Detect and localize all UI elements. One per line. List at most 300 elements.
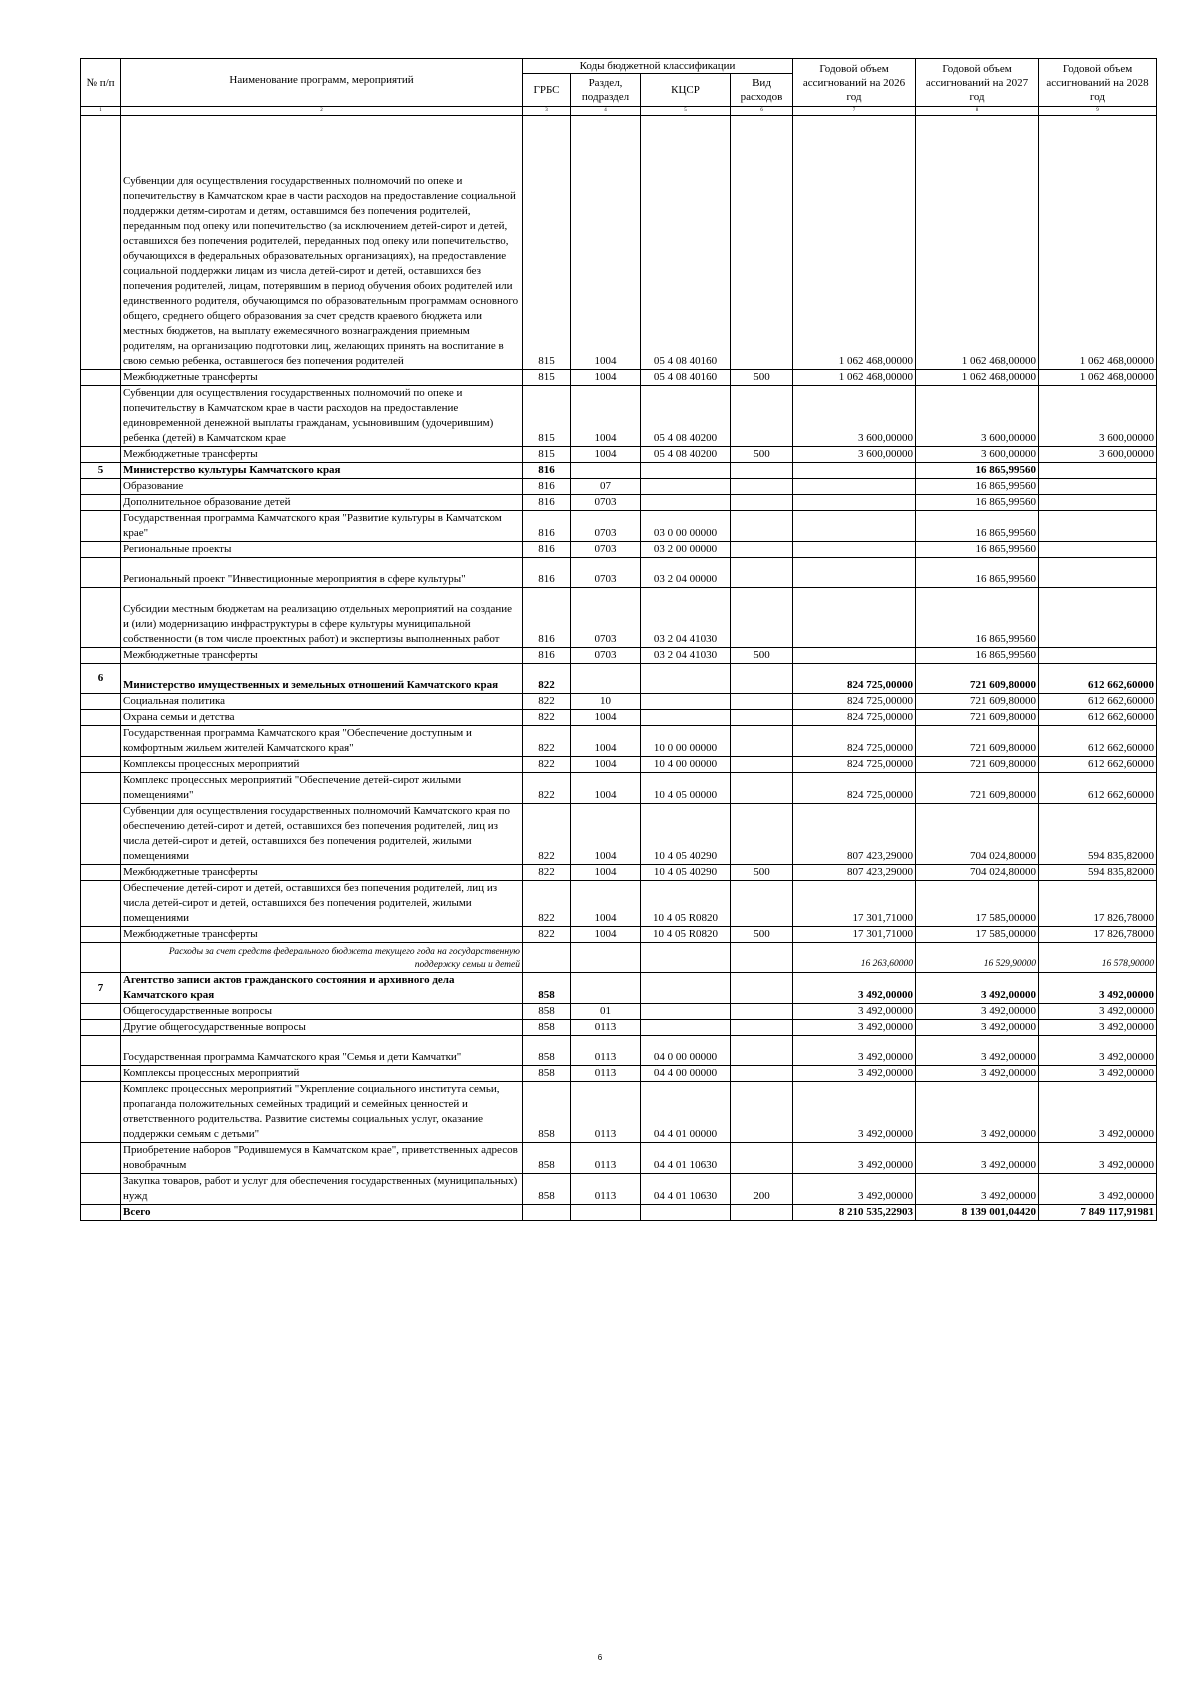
row-amount-2027: 704 024,80000 xyxy=(916,804,1039,865)
row-amount-2028: 17 826,78000 xyxy=(1039,881,1157,927)
row-name: Государственная программа Камчатского края "Семья и дети Камчатки" xyxy=(121,1036,523,1066)
table-row xyxy=(81,1004,1157,1020)
row-amount-2026: 824 725,00000 xyxy=(793,773,916,804)
row-vid: 500 xyxy=(731,447,793,463)
row-number: 7 xyxy=(81,973,121,1004)
row-vid xyxy=(731,773,793,804)
row-kcsr: 04 4 00 00000 xyxy=(641,1066,731,1082)
row-grbs: 816 xyxy=(523,495,571,511)
row-kcsr xyxy=(641,943,731,973)
row-amount-2026: 17 301,71000 xyxy=(793,927,916,943)
row-amount-2028: 3 600,00000 xyxy=(1039,447,1157,463)
row-number xyxy=(81,757,121,773)
row-amount-2028: 16 578,90000 xyxy=(1039,943,1157,973)
row-razdel: 0113 xyxy=(571,1174,641,1205)
row-amount-2026: 3 492,00000 xyxy=(793,1174,916,1205)
row-kcsr: 10 4 05 R0820 xyxy=(641,927,731,943)
row-kcsr: 10 4 05 00000 xyxy=(641,773,731,804)
row-number xyxy=(81,710,121,726)
row-number xyxy=(81,1174,121,1205)
row-razdel: 01 xyxy=(571,1004,641,1020)
row-name: Комплексы процессных мероприятий xyxy=(121,1066,523,1082)
row-vid xyxy=(731,116,793,370)
row-kcsr: 03 2 04 41030 xyxy=(641,648,731,664)
row-name: Другие общегосударственные вопросы xyxy=(121,1020,523,1036)
row-amount-2026: 3 600,00000 xyxy=(793,386,916,447)
row-amount-2027: 16 865,99560 xyxy=(916,648,1039,664)
row-amount-2026: 3 492,00000 xyxy=(793,973,916,1004)
row-amount-2027: 704 024,80000 xyxy=(916,865,1039,881)
row-amount-2026: 17 301,71000 xyxy=(793,881,916,927)
row-number xyxy=(81,773,121,804)
row-name: Региональные проекты xyxy=(121,542,523,558)
table-row xyxy=(81,943,1157,973)
row-vid: 500 xyxy=(731,865,793,881)
row-amount-2028: 3 492,00000 xyxy=(1039,1174,1157,1205)
table-row xyxy=(81,447,1157,463)
row-kcsr: 10 0 00 00000 xyxy=(641,726,731,757)
row-grbs: 816 xyxy=(523,463,571,479)
row-name: Обеспечение детей-сирот и детей, оставшихся без попечения родителей, лиц из числа детей-сирот и детей, оставшихся без попечения родителей, жилыми помещениями xyxy=(121,881,523,927)
header-kcsr: КЦСР xyxy=(641,74,731,107)
row-razdel: 07 xyxy=(571,479,641,495)
row-kcsr xyxy=(641,479,731,495)
colnum: 4 xyxy=(571,107,641,116)
row-amount-2028: 594 835,82000 xyxy=(1039,804,1157,865)
row-amount-2027: 16 529,90000 xyxy=(916,943,1039,973)
row-vid xyxy=(731,463,793,479)
row-amount-2027: 3 492,00000 xyxy=(916,1020,1039,1036)
row-kcsr: 10 4 05 R0820 xyxy=(641,881,731,927)
row-grbs: 815 xyxy=(523,447,571,463)
row-razdel: 1004 xyxy=(571,757,641,773)
column-numbers-row xyxy=(81,107,1157,116)
row-amount-2027: 1 062 468,00000 xyxy=(916,370,1039,386)
row-amount-2028: 1 062 468,00000 xyxy=(1039,116,1157,370)
row-amount-2028: 3 600,00000 xyxy=(1039,386,1157,447)
row-razdel: 0113 xyxy=(571,1143,641,1174)
row-number xyxy=(81,927,121,943)
table-row xyxy=(81,370,1157,386)
row-kcsr: 04 4 01 10630 xyxy=(641,1143,731,1174)
row-kcsr: 03 2 00 00000 xyxy=(641,542,731,558)
row-vid xyxy=(731,1020,793,1036)
table-row xyxy=(81,1036,1157,1066)
row-vid: 500 xyxy=(731,370,793,386)
row-amount-2028 xyxy=(1039,511,1157,542)
row-amount-2026 xyxy=(793,558,916,588)
row-razdel: 1004 xyxy=(571,881,641,927)
table-row xyxy=(81,757,1157,773)
header-codes: Коды бюджетной классификации xyxy=(523,59,793,74)
row-grbs: 858 xyxy=(523,1066,571,1082)
header-num: № п/п xyxy=(81,59,121,107)
row-amount-2028: 612 662,60000 xyxy=(1039,757,1157,773)
row-kcsr xyxy=(641,694,731,710)
row-amount-2026 xyxy=(793,542,916,558)
row-kcsr: 05 4 08 40200 xyxy=(641,447,731,463)
row-razdel: 1004 xyxy=(571,370,641,386)
table-row xyxy=(81,1205,1157,1221)
row-number xyxy=(81,1205,121,1221)
row-grbs: 858 xyxy=(523,1036,571,1066)
row-kcsr xyxy=(641,710,731,726)
row-vid xyxy=(731,1082,793,1143)
row-amount-2026: 3 492,00000 xyxy=(793,1036,916,1066)
row-number xyxy=(81,511,121,542)
row-amount-2027: 721 609,80000 xyxy=(916,710,1039,726)
row-amount-2027: 16 865,99560 xyxy=(916,542,1039,558)
header-2027: Годовой объем ассигнований на 2027 год xyxy=(916,59,1039,107)
row-kcsr: 03 2 04 41030 xyxy=(641,588,731,648)
row-name: Образование xyxy=(121,479,523,495)
row-razdel xyxy=(571,943,641,973)
table-row xyxy=(81,542,1157,558)
row-razdel: 1004 xyxy=(571,386,641,447)
row-amount-2026: 1 062 468,00000 xyxy=(793,370,916,386)
row-number xyxy=(81,881,121,927)
row-grbs: 822 xyxy=(523,804,571,865)
row-number xyxy=(81,1082,121,1143)
row-vid xyxy=(731,1004,793,1020)
table-row xyxy=(81,1066,1157,1082)
row-number: 6 xyxy=(81,664,121,694)
row-razdel: 0703 xyxy=(571,558,641,588)
row-amount-2026: 3 492,00000 xyxy=(793,1020,916,1036)
row-name: Агентство записи актов гражданского состояния и архивного дела Камчатского края xyxy=(121,973,523,1004)
row-kcsr: 04 0 00 00000 xyxy=(641,1036,731,1066)
row-amount-2027: 3 492,00000 xyxy=(916,1082,1039,1143)
row-name: Межбюджетные трансферты xyxy=(121,447,523,463)
row-vid xyxy=(731,511,793,542)
row-name: Охрана семьи и детства xyxy=(121,710,523,726)
row-grbs: 815 xyxy=(523,116,571,370)
row-grbs: 815 xyxy=(523,370,571,386)
row-razdel xyxy=(571,973,641,1004)
row-amount-2028: 3 492,00000 xyxy=(1039,1082,1157,1143)
row-amount-2028: 17 826,78000 xyxy=(1039,927,1157,943)
row-amount-2028 xyxy=(1039,495,1157,511)
header-vid: Вид расходов xyxy=(731,74,793,107)
row-number xyxy=(81,648,121,664)
row-amount-2028: 3 492,00000 xyxy=(1039,1036,1157,1066)
table-row xyxy=(81,773,1157,804)
row-amount-2026: 16 263,60000 xyxy=(793,943,916,973)
row-name: Расходы за счет средств федерального бюджета текущего года на государственную поддержку семьи и детей xyxy=(121,943,523,973)
header-2028: Годовой объем ассигнований на 2028 год xyxy=(1039,59,1157,107)
row-amount-2026: 3 492,00000 xyxy=(793,1066,916,1082)
row-kcsr: 05 4 08 40160 xyxy=(641,116,731,370)
row-amount-2028: 612 662,60000 xyxy=(1039,694,1157,710)
row-vid: 500 xyxy=(731,648,793,664)
row-grbs: 858 xyxy=(523,1020,571,1036)
row-name: Субвенции для осуществления государственных полномочий по опеке и попечительству в Камчатском крае в части расходов на предоставление единовременной денежной выплаты гражданам, усыновившим (удочерившим) ребенка (детей) в Камчатском крае xyxy=(121,386,523,447)
row-name: Дополнительное образование детей xyxy=(121,495,523,511)
table-row xyxy=(81,648,1157,664)
row-vid xyxy=(731,710,793,726)
row-amount-2028 xyxy=(1039,479,1157,495)
row-name: Приобретение наборов "Родившемуся в Камчатском крае", приветственных адресов новобрачным xyxy=(121,1143,523,1174)
row-amount-2027: 17 585,00000 xyxy=(916,927,1039,943)
row-amount-2028 xyxy=(1039,463,1157,479)
row-razdel: 10 xyxy=(571,694,641,710)
row-razdel: 1004 xyxy=(571,927,641,943)
budget-table xyxy=(80,58,1157,1221)
row-amount-2027: 16 865,99560 xyxy=(916,558,1039,588)
table-row xyxy=(81,1082,1157,1143)
row-amount-2027: 721 609,80000 xyxy=(916,773,1039,804)
row-vid xyxy=(731,1066,793,1082)
row-vid xyxy=(731,1143,793,1174)
row-amount-2026: 3 492,00000 xyxy=(793,1082,916,1143)
row-name: Субсидии местным бюджетам на реализацию отдельных мероприятий на создание и (или) модернизацию инфраструктуры в сфере культуры муниципальной собственности (в том числе проектных работ) и экспертизы выполненных работ xyxy=(121,588,523,648)
row-amount-2028: 3 492,00000 xyxy=(1039,1066,1157,1082)
row-amount-2026: 3 600,00000 xyxy=(793,447,916,463)
row-number xyxy=(81,1004,121,1020)
row-vid xyxy=(731,386,793,447)
row-amount-2027: 16 865,99560 xyxy=(916,463,1039,479)
row-razdel: 0113 xyxy=(571,1066,641,1082)
row-grbs: 816 xyxy=(523,542,571,558)
row-razdel: 1004 xyxy=(571,116,641,370)
row-kcsr xyxy=(641,463,731,479)
row-kcsr xyxy=(641,1020,731,1036)
row-grbs: 816 xyxy=(523,648,571,664)
row-amount-2028: 612 662,60000 xyxy=(1039,710,1157,726)
row-amount-2027: 721 609,80000 xyxy=(916,726,1039,757)
page-number: 6 xyxy=(597,1653,603,1662)
row-razdel: 1004 xyxy=(571,865,641,881)
row-number xyxy=(81,479,121,495)
row-kcsr: 03 0 00 00000 xyxy=(641,511,731,542)
row-vid xyxy=(731,726,793,757)
row-razdel: 0113 xyxy=(571,1020,641,1036)
row-number xyxy=(81,694,121,710)
row-grbs: 822 xyxy=(523,710,571,726)
row-amount-2027: 16 865,99560 xyxy=(916,588,1039,648)
table-body xyxy=(81,116,1157,1221)
header-razdel: Раздел, подраздел xyxy=(571,74,641,107)
row-vid: 200 xyxy=(731,1174,793,1205)
header-grbs: ГРБС xyxy=(523,74,571,107)
header-name: Наименование программ, мероприятий xyxy=(121,59,523,107)
row-amount-2026: 824 725,00000 xyxy=(793,726,916,757)
row-number xyxy=(81,1066,121,1082)
row-number xyxy=(81,558,121,588)
row-grbs: 815 xyxy=(523,386,571,447)
row-number xyxy=(81,495,121,511)
row-vid xyxy=(731,881,793,927)
table-row xyxy=(81,1020,1157,1036)
row-grbs: 822 xyxy=(523,865,571,881)
row-name: Комплекс процессных мероприятий "Укрепление социального института семьи, пропаганда положительных семейных традиций и семейных ценностей и ответственного родительства. Развитие системы социальных услуг, оказание поддержки семьям с детьми" xyxy=(121,1082,523,1143)
row-amount-2027: 721 609,80000 xyxy=(916,664,1039,694)
colnum: 5 xyxy=(641,107,731,116)
row-amount-2026 xyxy=(793,479,916,495)
row-amount-2027: 3 492,00000 xyxy=(916,1143,1039,1174)
row-grbs: 816 xyxy=(523,511,571,542)
row-vid xyxy=(731,588,793,648)
row-vid xyxy=(731,943,793,973)
row-amount-2028: 3 492,00000 xyxy=(1039,1020,1157,1036)
row-amount-2026 xyxy=(793,588,916,648)
table-row xyxy=(81,726,1157,757)
row-grbs: 858 xyxy=(523,1174,571,1205)
row-amount-2026: 824 725,00000 xyxy=(793,757,916,773)
row-vid xyxy=(731,1036,793,1066)
row-kcsr xyxy=(641,973,731,1004)
row-number xyxy=(81,542,121,558)
row-name: Министерство имущественных и земельных отношений Камчатского края xyxy=(121,664,523,694)
row-number xyxy=(81,370,121,386)
row-grbs: 822 xyxy=(523,757,571,773)
row-vid xyxy=(731,694,793,710)
table-row xyxy=(81,664,1157,694)
colnum: 6 xyxy=(731,107,793,116)
row-razdel: 1004 xyxy=(571,773,641,804)
row-amount-2026: 3 492,00000 xyxy=(793,1143,916,1174)
row-grbs: 858 xyxy=(523,973,571,1004)
row-razdel: 0703 xyxy=(571,588,641,648)
row-vid xyxy=(731,804,793,865)
row-amount-2028: 612 662,60000 xyxy=(1039,664,1157,694)
row-name: Государственная программа Камчатского края "Обеспечение доступным и комфортным жильем жителей Камчатского края" xyxy=(121,726,523,757)
row-razdel: 0703 xyxy=(571,511,641,542)
colnum: 7 xyxy=(793,107,916,116)
header-2026: Годовой объем ассигнований на 2026 год xyxy=(793,59,916,107)
row-amount-2028: 3 492,00000 xyxy=(1039,1143,1157,1174)
colnum: 1 xyxy=(81,107,121,116)
table-row xyxy=(81,973,1157,1004)
row-amount-2026: 3 492,00000 xyxy=(793,1004,916,1020)
row-amount-2026 xyxy=(793,648,916,664)
row-number xyxy=(81,865,121,881)
row-grbs: 822 xyxy=(523,726,571,757)
row-number xyxy=(81,804,121,865)
row-amount-2026 xyxy=(793,511,916,542)
row-kcsr: 10 4 00 00000 xyxy=(641,757,731,773)
row-name: Субвенции для осуществления государственных полномочий Камчатского края по обеспечению детей-сирот и детей, оставшихся без попечения родителей, лиц из числа детей-сирот и детей, оставшихся без попечения родителей, жилыми помещениями xyxy=(121,804,523,865)
row-razdel: 0113 xyxy=(571,1082,641,1143)
row-amount-2027: 3 492,00000 xyxy=(916,973,1039,1004)
row-amount-2026: 8 210 535,22903 xyxy=(793,1205,916,1221)
row-vid xyxy=(731,542,793,558)
table-row xyxy=(81,495,1157,511)
table-row xyxy=(81,881,1157,927)
row-amount-2027: 16 865,99560 xyxy=(916,479,1039,495)
row-razdel: 0703 xyxy=(571,542,641,558)
row-name: Социальная политика xyxy=(121,694,523,710)
row-amount-2027: 721 609,80000 xyxy=(916,757,1039,773)
row-number xyxy=(81,116,121,370)
row-name: Субвенции для осуществления государственных полномочий по опеке и попечительству в Камчатском крае в части расходов на предоставление социальной поддержки детям-сиротам и детям, оставшимся без попечения родителей, переданным под опеку или попечительство (за исключением детей-сирот и детей, оставшихся без попечения родителей, переданных под опеку или попечительство, обучающихся в федеральных образовательных организациях), на предоставление социальной поддержки лицам из числа детей-сирот и детей, оставшихся без попечения родителей, лицам, потерявшим в период обучения обоих родителей или единственного родителя, обучающимся по образовательным программам основного общего, среднего общего образования за счет средств краевого бюджета или местных бюджетов, на выплату ежемесячного вознаграждения приемным родителям, на организацию подготовки лиц, желающих принять на воспитание в свою семью ребенка, оставшегося без попечения родителей xyxy=(121,116,523,370)
table-row xyxy=(81,694,1157,710)
row-vid xyxy=(731,973,793,1004)
row-vid xyxy=(731,479,793,495)
row-kcsr: 05 4 08 40160 xyxy=(641,370,731,386)
row-amount-2027: 16 865,99560 xyxy=(916,511,1039,542)
row-amount-2026: 807 423,29000 xyxy=(793,804,916,865)
row-name: Всего xyxy=(121,1205,523,1221)
row-vid xyxy=(731,558,793,588)
row-number: 5 xyxy=(81,463,121,479)
row-amount-2027: 3 600,00000 xyxy=(916,386,1039,447)
table-row xyxy=(81,927,1157,943)
row-amount-2026 xyxy=(793,463,916,479)
row-number xyxy=(81,1036,121,1066)
row-amount-2027: 3 492,00000 xyxy=(916,1066,1039,1082)
row-kcsr xyxy=(641,1205,731,1221)
row-number xyxy=(81,1020,121,1036)
row-amount-2027: 3 600,00000 xyxy=(916,447,1039,463)
row-amount-2028 xyxy=(1039,588,1157,648)
row-vid xyxy=(731,1205,793,1221)
row-amount-2028 xyxy=(1039,648,1157,664)
table-row xyxy=(81,1143,1157,1174)
row-razdel: 0703 xyxy=(571,648,641,664)
row-name: Закупка товаров, работ и услуг для обеспечения государственных (муниципальных) нужд xyxy=(121,1174,523,1205)
row-amount-2027: 8 139 001,04420 xyxy=(916,1205,1039,1221)
row-kcsr xyxy=(641,1004,731,1020)
row-grbs: 822 xyxy=(523,881,571,927)
table-row xyxy=(81,479,1157,495)
row-razdel xyxy=(571,463,641,479)
row-amount-2028: 3 492,00000 xyxy=(1039,973,1157,1004)
row-amount-2028: 7 849 117,91981 xyxy=(1039,1205,1157,1221)
row-name: Региональный проект "Инвестиционные мероприятия в сфере культуры" xyxy=(121,558,523,588)
row-amount-2026: 1 062 468,00000 xyxy=(793,116,916,370)
row-grbs: 822 xyxy=(523,773,571,804)
row-grbs: 816 xyxy=(523,479,571,495)
row-amount-2028: 612 662,60000 xyxy=(1039,726,1157,757)
row-razdel xyxy=(571,664,641,694)
table-row xyxy=(81,710,1157,726)
table-row xyxy=(81,116,1157,370)
row-amount-2027: 721 609,80000 xyxy=(916,694,1039,710)
row-razdel: 1004 xyxy=(571,804,641,865)
table-row xyxy=(81,865,1157,881)
row-kcsr: 03 2 04 00000 xyxy=(641,558,731,588)
row-grbs: 858 xyxy=(523,1082,571,1143)
row-amount-2026: 824 725,00000 xyxy=(793,664,916,694)
row-number xyxy=(81,588,121,648)
row-razdel: 1004 xyxy=(571,710,641,726)
row-grbs xyxy=(523,1205,571,1221)
row-name: Межбюджетные трансферты xyxy=(121,648,523,664)
table-row xyxy=(81,588,1157,648)
row-name: Комплекс процессных мероприятий "Обеспечение детей-сирот жилыми помещениями" xyxy=(121,773,523,804)
row-grbs: 822 xyxy=(523,694,571,710)
row-amount-2027: 17 585,00000 xyxy=(916,881,1039,927)
row-amount-2026: 824 725,00000 xyxy=(793,694,916,710)
row-name: Общегосударственные вопросы xyxy=(121,1004,523,1020)
row-name: Министерство культуры Камчатского края xyxy=(121,463,523,479)
row-amount-2028 xyxy=(1039,542,1157,558)
row-name: Комплексы процессных мероприятий xyxy=(121,757,523,773)
row-kcsr xyxy=(641,664,731,694)
row-number xyxy=(81,943,121,973)
colnum: 9 xyxy=(1039,107,1157,116)
row-razdel: 0703 xyxy=(571,495,641,511)
row-vid xyxy=(731,664,793,694)
row-kcsr: 10 4 05 40290 xyxy=(641,865,731,881)
colnum: 3 xyxy=(523,107,571,116)
row-kcsr: 04 4 01 00000 xyxy=(641,1082,731,1143)
row-grbs: 858 xyxy=(523,1004,571,1020)
colnum: 2 xyxy=(121,107,523,116)
row-vid: 500 xyxy=(731,927,793,943)
row-name: Межбюджетные трансферты xyxy=(121,370,523,386)
